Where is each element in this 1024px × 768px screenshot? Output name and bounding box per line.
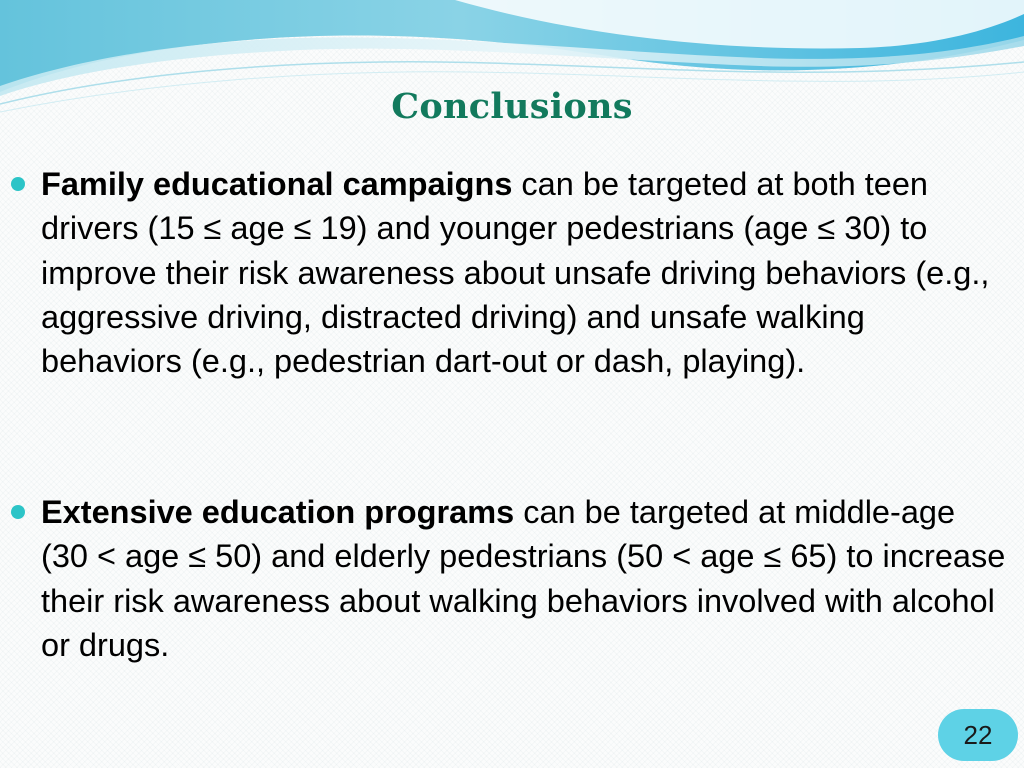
bullet-heading: Extensive education programs (41, 494, 515, 530)
page-number: 22 (963, 719, 993, 750)
bullet-item-education-programs (41, 490, 1006, 667)
page-number-badge (938, 709, 1018, 761)
bullet-text: can be targeted at middle-age (30 < age ≤ 50) and elderly pedestrians (50 < age ≤ 65) to increase their risk awareness about walking behaviors involved with alcohol or drugs. (41, 494, 1006, 663)
bullet-heading: Family educational campaigns (41, 166, 513, 202)
slide-title: Conclusions (391, 86, 633, 127)
bullet-item-family-campaigns (41, 162, 1006, 383)
bullet-text: can be targeted at both teen drivers (15 ≤ age ≤ 19) and younger pedestrians (age ≤ 30) to improve their risk awareness about unsafe driving behaviors (e.g., aggressive driving, distracted driving) and unsafe walking behaviors (e.g., pedestrian dart-out or dash, playing). (41, 166, 990, 380)
bullet-circle-icon (11, 177, 25, 191)
bullet-circle-icon (11, 505, 25, 519)
